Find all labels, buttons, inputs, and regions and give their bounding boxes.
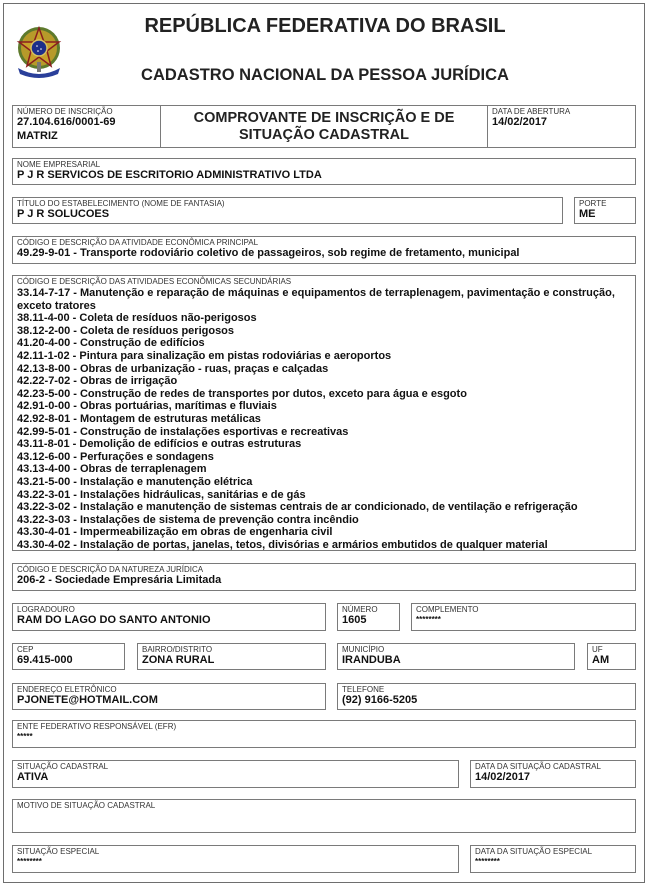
atividade-principal-value: 49.29-9-01 - Transporte rodoviário coletivo de passageiros, sob regime de fretamento, municipal [17, 247, 520, 259]
atividade-secundaria-item: 43.22-3-03 - Instalações de sistema de prevenção contra incêndio [17, 513, 359, 526]
logradouro-label: LOGRADOURO [17, 605, 75, 614]
fantasia-box [12, 197, 563, 224]
telefone-box [337, 683, 636, 710]
atividade-principal-label: CÓDIGO E DESCRIÇÃO DA ATIVIDADE ECONÔMICA PRINCIPAL [17, 238, 259, 247]
situacao-especial-box [12, 845, 459, 873]
numero-value: 1605 [342, 614, 367, 626]
atividade-secundaria-item: 43.12-6-00 - Perfurações e sondagens [17, 450, 214, 463]
atividade-secundaria-item: 43.13-4-00 - Obras de terraplenagem [17, 463, 207, 476]
nome-empresarial-label: NOME EMPRESARIAL [17, 160, 101, 169]
porte-label: PORTE [579, 199, 607, 208]
efr-box [12, 720, 636, 748]
complemento-label: COMPLEMENTO [416, 605, 479, 614]
complemento-value: ******** [416, 615, 441, 624]
atividade-secundaria-item: 42.99-5-01 - Construção de instalações esportivas e recreativas [17, 425, 349, 438]
atividade-principal-box [12, 236, 636, 264]
atividade-secundaria-item: 43.30-4-02 - Instalação de portas, janelas, tetos, divisórias e armários embutidos de qualquer material [17, 538, 548, 551]
atividade-secundaria-item: 43.30-4-01 - Impermeabilização em obras de engenharia civil [17, 526, 333, 539]
uf-label: UF [592, 645, 603, 654]
email-box [12, 683, 326, 710]
uf-value: AM [592, 654, 610, 666]
tipo-value: MATRIZ [17, 130, 58, 142]
atividades-secundarias-list [17, 287, 632, 551]
logradouro-value: RAM DO LAGO DO SANTO ANTONIO [17, 614, 211, 626]
motivo-box [12, 799, 636, 833]
atividade-secundaria-item: 43.21-5-00 - Instalação e manutenção elétrica [17, 475, 253, 488]
country-title: REPÚBLICA FEDERATIVA DO BRASIL [144, 15, 506, 37]
data-situacao-especial-box [470, 845, 636, 873]
atividade-secundaria-item: 43.22-3-01 - Instalações hidráulicas, sanitárias e de gás [17, 488, 306, 501]
fantasia-value: P J R SOLUCOES [17, 208, 110, 220]
atividade-secundaria-item: 42.22-7-02 - Obras de irrigação [17, 375, 178, 388]
atividades-secundarias-label: CÓDIGO E DESCRIÇÃO DAS ATIVIDADES ECONÔMICAS SECUNDÁRIAS [17, 277, 292, 286]
natureza-juridica-label: CÓDIGO E DESCRIÇÃO DA NATUREZA JURÍDICA [17, 565, 204, 574]
cep-label: CEP [17, 645, 34, 654]
document-title-box [160, 105, 488, 148]
telefone-label: TELEFONE [342, 685, 385, 694]
motivo-label: MOTIVO DE SITUAÇÃO CADASTRAL [17, 801, 156, 810]
telefone-value: (92) 9166-5205 [342, 694, 418, 706]
porte-box [574, 197, 636, 224]
atividade-secundaria-item: 38.12-2-00 - Coleta de resíduos perigosos [17, 324, 235, 337]
atividade-secundaria-item: 42.11-1-02 - Pintura para sinalização em pistas rodoviárias e aeroportos [17, 349, 392, 362]
atividade-secundaria-item: 41.20-4-00 - Construção de edifícios [17, 337, 205, 350]
atividade-secundaria-item: 42.92-8-01 - Montagem de estruturas metálicas [17, 412, 261, 425]
cnpj-value: 27.104.616/0001-69 [17, 116, 116, 128]
registry-title: CADASTRO NACIONAL DA PESSOA JURÍDICA [141, 66, 509, 84]
municipio-box [337, 643, 575, 670]
atividade-secundaria-item: 38.11-4-00 - Coleta de resíduos não-perigosos [17, 312, 257, 325]
email-value: PJONETE@HOTMAIL.COM [17, 694, 158, 706]
nome-empresarial-box [12, 158, 636, 185]
situacao-especial-value: ******** [17, 857, 42, 866]
municipio-label: MUNICÍPIO [342, 645, 385, 654]
uf-box [587, 643, 636, 670]
numero-box [337, 603, 400, 631]
data-situacao-label: DATA DA SITUAÇÃO CADASTRAL [475, 762, 601, 771]
abertura-label: DATA DE ABERTURA [492, 107, 571, 116]
abertura-box [487, 105, 636, 148]
data-situacao-especial-value: ******** [475, 857, 500, 866]
bairro-value: ZONA RURAL [142, 654, 215, 666]
atividades-secundarias-box [12, 275, 636, 551]
porte-value: ME [579, 208, 596, 220]
atividade-secundaria-item: 43.11-8-01 - Demolição de edifícios e outras estruturas [17, 438, 302, 451]
natureza-juridica-box [12, 563, 636, 591]
atividade-secundaria-item: 43.22-3-02 - Instalação e manutenção de sistemas centrais de ar condicionado, de ventilação e refrigeração [17, 501, 578, 514]
situacao-value: ATIVA [17, 771, 49, 783]
bairro-label: BAIRRO/DISTRITO [142, 645, 213, 654]
data-situacao-box [470, 760, 636, 788]
efr-value: ***** [17, 732, 33, 741]
document-title: COMPROVANTE DE INSCRIÇÃO E DE SITUAÇÃO CADASTRAL [193, 109, 455, 143]
fantasia-label: TÍTULO DO ESTABELECIMENTO (NOME DE FANTASIA) [17, 199, 225, 208]
data-situacao-especial-label: DATA DA SITUAÇÃO ESPECIAL [475, 847, 593, 856]
situacao-label: SITUAÇÃO CADASTRAL [17, 762, 109, 771]
cep-value: 69.415-000 [17, 654, 73, 666]
complemento-box [411, 603, 636, 631]
nome-empresarial-value: P J R SERVICOS DE ESCRITORIO ADMINISTRATIVO LTDA [17, 169, 322, 181]
municipio-value: IRANDUBA [342, 654, 401, 666]
numero-label: NÚMERO [342, 605, 378, 614]
situacao-especial-label: SITUAÇÃO ESPECIAL [17, 847, 100, 856]
efr-label: ENTE FEDERATIVO RESPONSÁVEL (EFR) [17, 722, 177, 731]
bairro-box [137, 643, 326, 670]
atividade-secundaria-item: 42.23-5-00 - Construção de redes de transportes por dutos, exceto para água e esgoto [17, 387, 467, 400]
atividade-secundaria-item: 42.13-8-00 - Obras de urbanização - ruas, praças e calçadas [17, 362, 329, 375]
atividade-secundaria-item: 33.14-7-17 - Manutenção e reparação de máquinas e equipamentos de terraplenagem, pavimentação e construção, exceto tratores [17, 287, 615, 312]
abertura-value: 14/02/2017 [492, 116, 548, 128]
inscricao-label: NÚMERO DE INSCRIÇÃO [17, 107, 113, 116]
natureza-juridica-value: 206-2 - Sociedade Empresária Limitada [17, 574, 222, 586]
situacao-box [12, 760, 459, 788]
cep-box [12, 643, 125, 670]
atividade-secundaria-item: 42.91-0-00 - Obras portuárias, marítimas e fluviais [17, 400, 277, 413]
inscricao-box [12, 105, 161, 148]
logradouro-box [12, 603, 326, 631]
data-situacao-value: 14/02/2017 [475, 771, 531, 783]
email-label: ENDEREÇO ELETRÔNICO [17, 685, 117, 694]
